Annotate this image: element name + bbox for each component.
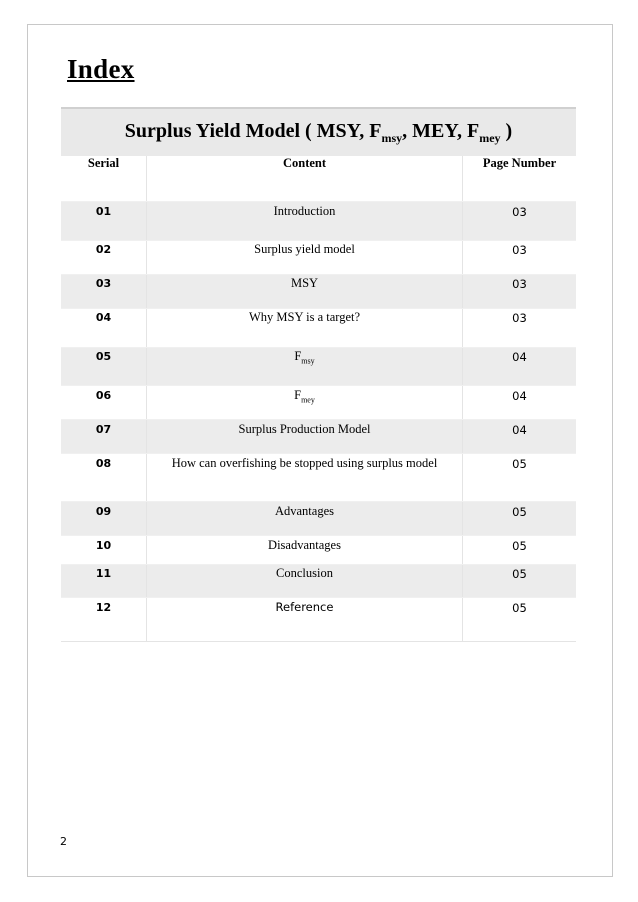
table-row xyxy=(61,202,576,241)
row-page: 05 xyxy=(512,601,527,615)
table-row xyxy=(61,386,576,420)
row-serial: 11 xyxy=(95,567,112,580)
row-content: Why MSY is a target? xyxy=(248,310,361,324)
row-page: 05 xyxy=(512,567,527,581)
table-row xyxy=(61,502,576,536)
row-page: 03 xyxy=(512,277,527,291)
table-row xyxy=(61,420,576,454)
column-header-page: Page Number xyxy=(482,156,557,170)
row-page: 04 xyxy=(512,423,527,437)
table-row xyxy=(61,309,576,348)
row-content: MSY xyxy=(290,276,319,290)
row-serial: 09 xyxy=(95,505,112,518)
table-row xyxy=(61,536,576,565)
column-header-content: Content xyxy=(282,156,327,170)
row-serial: 06 xyxy=(95,389,112,402)
row-serial: 02 xyxy=(95,243,112,256)
row-serial: 10 xyxy=(95,539,112,552)
table-row xyxy=(61,598,576,642)
row-page: 05 xyxy=(512,505,527,519)
row-content: Conclusion xyxy=(276,566,333,580)
row-page: 03 xyxy=(512,205,527,219)
row-serial: 07 xyxy=(95,423,112,436)
row-serial: 01 xyxy=(95,205,112,218)
row-page: 03 xyxy=(512,243,527,257)
row-page: 05 xyxy=(512,457,527,471)
row-serial: 03 xyxy=(95,277,112,290)
page-title: Index xyxy=(67,54,135,84)
row-serial: 05 xyxy=(95,350,112,363)
row-content: Surplus Production Model xyxy=(238,422,371,436)
row-serial: 08 xyxy=(95,457,112,470)
row-content: Advantages xyxy=(274,504,334,518)
row-content: Reference xyxy=(275,600,334,614)
row-content: Surplus yield model xyxy=(254,242,355,256)
footer-page-number: 2 xyxy=(60,835,67,848)
table-heading xyxy=(61,107,576,156)
table-row xyxy=(61,565,576,598)
table-row xyxy=(61,241,576,275)
row-serial: 04 xyxy=(95,311,112,324)
row-page: 04 xyxy=(512,350,527,364)
row-content: Disadvantages xyxy=(268,538,341,552)
index-table xyxy=(61,107,576,642)
table-heading-text: Surplus Yield Model ( MSY, $F_{msy}$, MEY, $F_{mey}$ ) xyxy=(124,119,513,145)
row-page: 05 xyxy=(512,539,527,553)
row-page: 03 xyxy=(512,311,527,325)
row-content: How can overfishing be stopped using surplus model xyxy=(171,456,438,470)
table-row xyxy=(61,275,576,309)
column-header-row xyxy=(61,156,576,202)
row-content: Introduction xyxy=(273,204,336,218)
row-page: 04 xyxy=(512,389,527,403)
table-row xyxy=(61,348,576,386)
table-row xyxy=(61,454,576,502)
row-serial: 12 xyxy=(95,601,112,614)
column-header-serial: Serial xyxy=(87,156,120,170)
row-content: $F_{mey}$ xyxy=(294,388,315,405)
row-content: $F_{msy}$ xyxy=(294,349,315,366)
